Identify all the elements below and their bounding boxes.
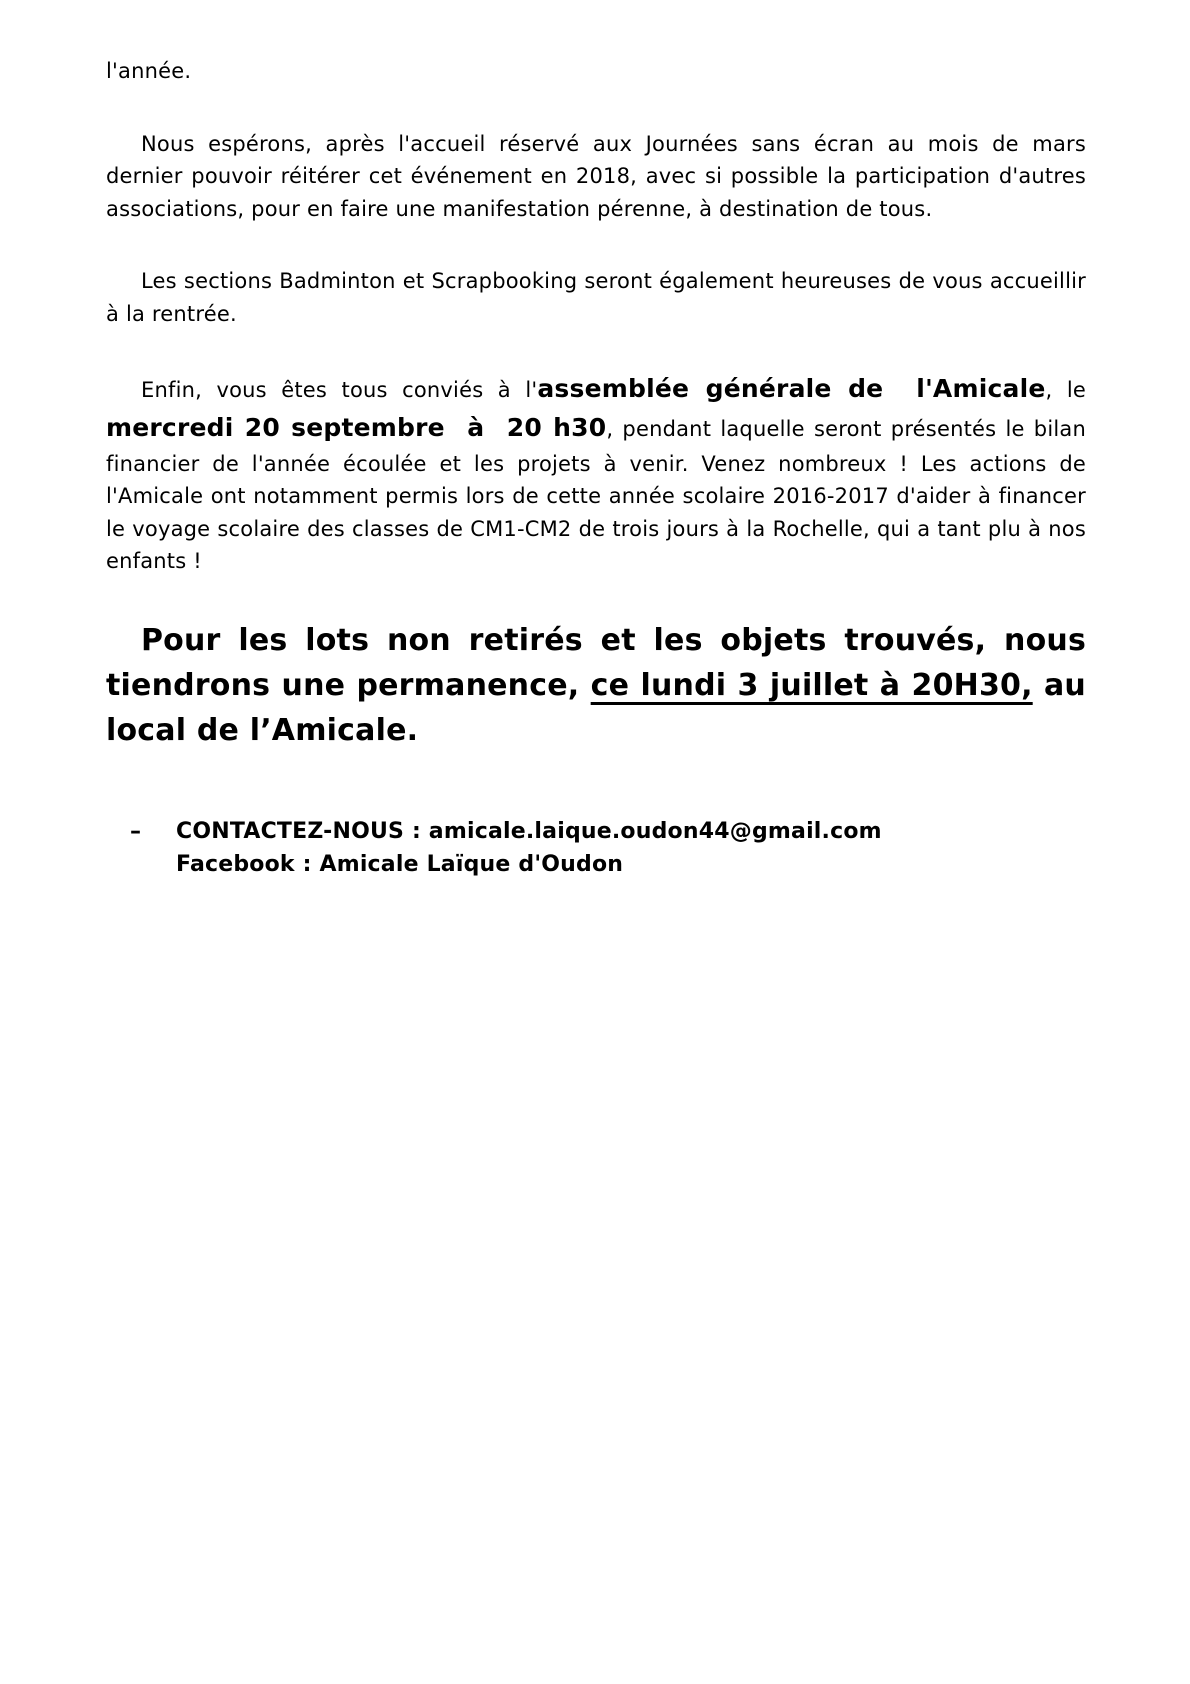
contact-row: [106, 815, 1086, 881]
contact-email-line: CONTACTEZ-NOUS : amicale.laique.oudon44@gmail.com: [176, 818, 882, 844]
paragraph-opening-fragment: l'année.: [106, 59, 192, 83]
assembly-mid-text: , le: [1045, 378, 1087, 403]
contact-facebook-line: Facebook : Amicale Laïque d'Oudon: [176, 851, 624, 877]
permanence-end-text: au local de l’Amicale.: [106, 667, 1086, 748]
permanence-date-underlined-text: ce lundi 3 juillet à 20H30,: [590, 667, 1033, 703]
permanence-start-text: Pour les lots non retirés et les objets trouvés, nous tiendrons une permanence,: [106, 622, 1086, 703]
assembly-date-bold-text: mercredi 20 septembre à 20 h30: [106, 413, 607, 443]
paragraph-assembly: [106, 370, 1086, 578]
assembly-rest-text: , pendant laquelle seront présentés le bilan financier de l'année écoulée et les projets à venir. Venez nombreux ! Les actions de l'Amicale ont notamment permis lors de cette année scolaire 2016-2017 d'aider à financer le voyage scolaire des classes de CM1-CM2 de trois jours à la Rochelle, qui a tant plu à nos enfants !: [106, 417, 1086, 574]
contact-lines: [176, 815, 1086, 881]
assembly-intro-text: Enfin, vous êtes tous conviés à l': [141, 378, 538, 403]
paragraph-sections: Les sections Badminton et Scrapbooking seront également heureuses de vous accueillir à la rentrée.: [106, 269, 1086, 326]
paragraph-permanence: [106, 618, 1086, 753]
contact-block: [106, 815, 1086, 881]
assembly-event-bold-text: assemblée générale de l'Amicale: [537, 374, 1046, 404]
list-dash-marker: –: [130, 818, 142, 844]
paragraph-hope: Nous espérons, après l'accueil réservé aux Journées sans écran au mois de mars dernier pouvoir réitérer cet événement en 2018, avec si possible la participation d'autres associations, pour en faire une manifestation pérenne, à destination de tous.: [106, 131, 1086, 221]
